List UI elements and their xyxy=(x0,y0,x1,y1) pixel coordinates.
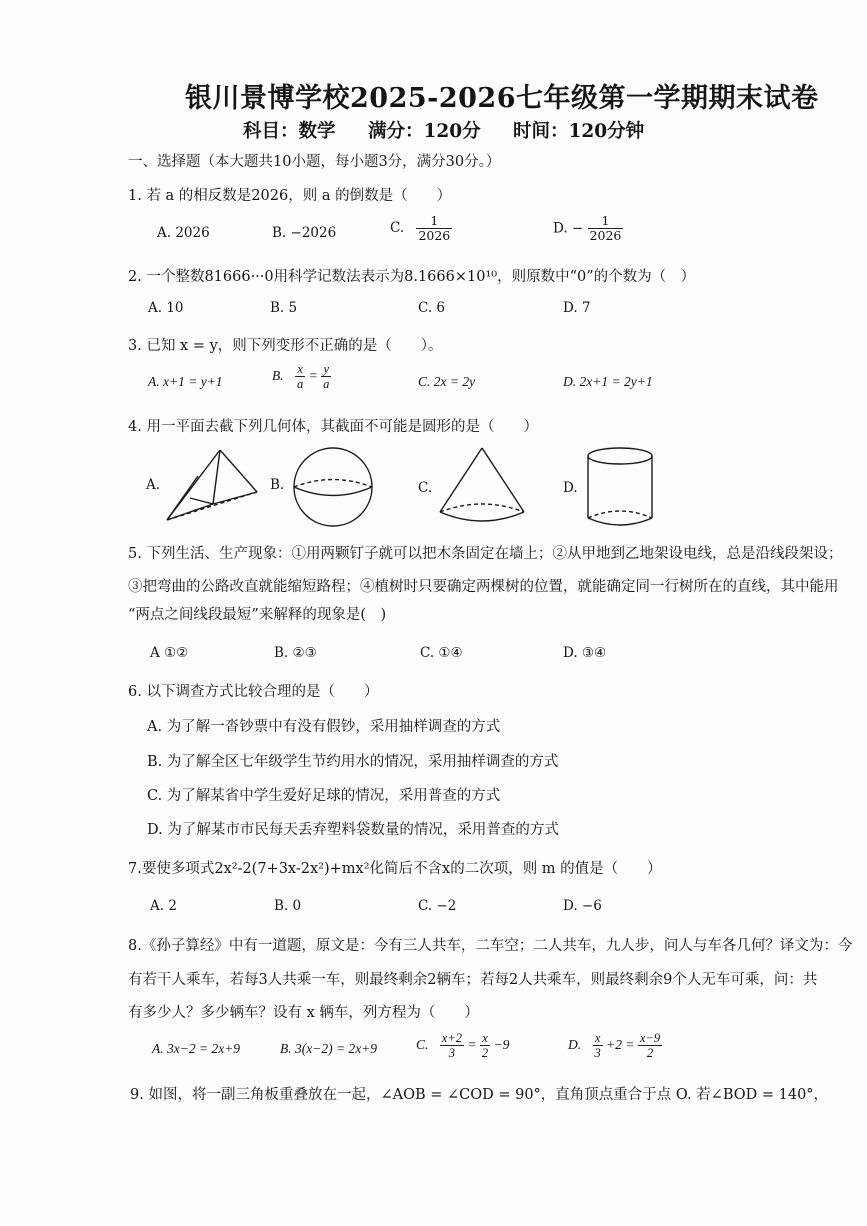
question-6-option-d: D. 为了解某市市民每天丢弃塑料袋数量的情况，采用普查的方式 xyxy=(147,822,559,838)
numerator: x xyxy=(593,1031,603,1046)
question-8-option-c xyxy=(416,1031,509,1061)
equals-sign: = xyxy=(467,1036,477,1052)
question-3-option-d: D. 2x+1 = 2y+1 xyxy=(563,374,653,389)
question-7-option-c: C. −2 xyxy=(418,898,457,914)
denominator: 3 xyxy=(594,1046,601,1061)
numerator: x−9 xyxy=(639,1031,661,1045)
section-heading: 一、选择题（本大题共10小题，每小题3分，满分30分。） xyxy=(128,154,501,170)
fraction xyxy=(588,214,624,244)
option-label: B. xyxy=(272,367,284,383)
denominator: 2026 xyxy=(589,228,622,244)
subject-label: 科目：数学 xyxy=(243,121,336,142)
question-5-option-a: A ①② xyxy=(150,645,189,661)
question-9-stem: 9. 如图，将一副三角板重叠放在一起，∠AOB = ∠COD = 90°，直角顶点重合于点 O. 若∠BOD = 140°， xyxy=(130,1087,829,1103)
question-8-line-3: 有多少人？多少辆车？设有 x 辆车，列方程为（ ） xyxy=(128,1005,479,1021)
question-6-option-a: A. 为了解一沓钞票中有没有假钞，采用抽样调查的方式 xyxy=(147,719,501,735)
question-2-stem: 2. 一个整数81666···0用科学记数法表示为8.1666×10¹⁰，则原数中“0”的个数为（ ） xyxy=(128,269,696,285)
denominator: a xyxy=(297,377,304,392)
fraction xyxy=(593,1031,603,1061)
numerator: x+2 xyxy=(441,1031,462,1045)
plus-two-equals: +2 = xyxy=(606,1036,635,1052)
cylinder-figure xyxy=(584,446,656,530)
question-2-option-c: C. 6 xyxy=(418,300,446,316)
numerator: x xyxy=(480,1031,490,1046)
equals-sign: = xyxy=(308,367,318,383)
numerator: x xyxy=(295,362,305,377)
numerator: 1 xyxy=(588,214,624,229)
exam-title: 银川景博学校2025-2026七年级第一学期期末试卷 xyxy=(185,83,819,114)
expression-tail: −9 xyxy=(493,1036,510,1052)
question-8-option-d xyxy=(568,1031,662,1061)
question-7-stem: 7.要使多项式2x²-2(7+3x-2x²)+mx²化简后不含x的二次项，则 m 的值是（ ） xyxy=(128,861,662,877)
question-5-line-1: 5. 下列生活、生产现象：①用两颗钉子就可以把木条固定在墙上；②从甲地到乙地架设电线，总是沿线段架设； xyxy=(128,546,843,562)
question-5-line-2: ③把弯曲的公路改直就能缩短路程；④植树时只要确定两棵树的位置，就能确定同一行树所在的直线，其中能用 xyxy=(128,579,839,595)
question-8-line-2: 有若干人乘车，若每3人共乘一车，则最终剩余2辆车；若每2人共乘车，则最终剩余9个人无车可乘，问：共 xyxy=(128,972,818,988)
question-3-stem: 3. 已知 x = y，则下列变形不正确的是（ ）。 xyxy=(128,338,443,354)
question-8-option-b: B. 3(x−2) = 2x+9 xyxy=(280,1041,378,1056)
question-2-option-b: B. 5 xyxy=(270,300,298,316)
question-1-option-d xyxy=(553,214,623,244)
denominator: a xyxy=(323,377,330,392)
fraction xyxy=(416,214,452,244)
question-6-option-c: C. 为了解某省中学生爱好足球的情况，采用普查的方式 xyxy=(147,788,501,804)
question-4-option-d: D. xyxy=(563,480,578,496)
score-label: 满分：120分 xyxy=(367,121,481,142)
question-6-stem: 6. 以下调查方式比较合理的是（ ） xyxy=(128,684,379,700)
question-7-option-a: A. 2 xyxy=(150,898,177,914)
question-4-option-b: B. xyxy=(270,477,285,493)
denominator: 2 xyxy=(481,1046,489,1061)
fraction xyxy=(295,362,305,392)
option-label: D. − xyxy=(553,220,584,237)
question-1-option-c xyxy=(390,214,452,244)
question-5-option-d: D. ③④ xyxy=(563,645,607,661)
question-5-line-3: “两点之间线段最短”来解释的现象是( ) xyxy=(128,607,387,623)
option-label: C. xyxy=(416,1036,429,1052)
option-label: C. xyxy=(390,220,405,237)
question-1-option-a: A. 2026 xyxy=(157,225,210,241)
question-3-option-c: C. 2x = 2y xyxy=(418,374,476,389)
question-8-line-1: 8.《孙子算经》中有一道题，原文是：今有三人共车，二车空；二人共车，九人步，问人与车各几何？译文为：今 xyxy=(128,938,853,954)
question-8-option-a: A. 3x−2 = 2x+9 xyxy=(152,1041,241,1056)
question-2-option-a: A. 10 xyxy=(148,300,184,316)
triangular-prism-figure xyxy=(165,448,265,526)
question-4-option-a: A. xyxy=(146,477,161,493)
question-5-option-b: B. ②③ xyxy=(274,645,317,661)
question-5-option-c: C. ①④ xyxy=(420,645,463,661)
question-7-option-b: B. 0 xyxy=(274,898,302,914)
fraction xyxy=(638,1031,662,1061)
numerator: 1 xyxy=(416,214,452,229)
question-1-option-b: B. −2026 xyxy=(272,225,337,241)
question-2-option-d: D. 7 xyxy=(563,300,591,316)
numerator: y xyxy=(321,362,331,377)
question-3-option-a: A. x+1 = y+1 xyxy=(148,374,223,389)
cone-figure xyxy=(436,446,528,528)
question-1-stem: 1. 若 a 的相反数是2026，则 a 的倒数是（ ） xyxy=(128,188,452,204)
question-4-option-c: C. xyxy=(418,480,433,496)
question-3-option-b xyxy=(272,362,331,392)
question-7-option-d: D. −6 xyxy=(563,898,602,914)
denominator: 3 xyxy=(448,1046,455,1061)
question-4-stem: 4. 用一平面去截下列几何体，其截面不可能是圆形的是（ ） xyxy=(128,419,538,435)
fraction xyxy=(321,362,331,392)
fraction xyxy=(480,1031,490,1061)
option-label: D. xyxy=(568,1036,582,1052)
sphere-figure xyxy=(292,446,374,528)
question-6-option-b: B. 为了解全区七年级学生节约用水的情况，采用抽样调查的方式 xyxy=(147,754,559,770)
fraction xyxy=(440,1031,464,1061)
time-label: 时间：120分钟 xyxy=(513,121,645,142)
exam-info xyxy=(243,117,670,143)
denominator: 2 xyxy=(646,1046,654,1061)
denominator: 2026 xyxy=(418,228,451,244)
